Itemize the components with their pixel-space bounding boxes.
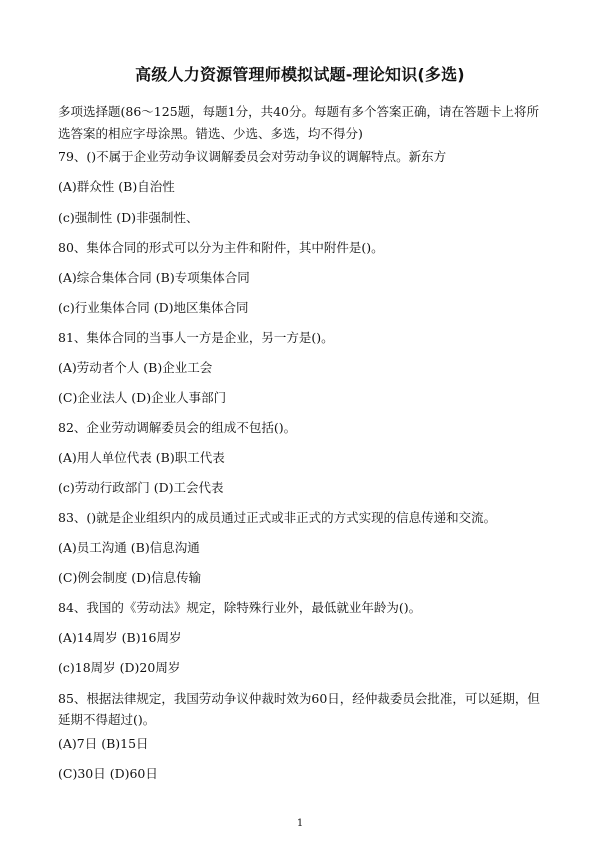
question-options: (A)综合集体合同 (B)专项集体合同 bbox=[58, 270, 250, 285]
question-text: 85、根据法律规定，我国劳动争议仲裁时效为60日，经仲裁委员会批准，可以延期，但延期不得超过()。 bbox=[58, 691, 540, 727]
question-options: (c)18周岁 (D)20周岁 bbox=[58, 660, 181, 675]
question-options: (A)用人单位代表 (B)职工代表 bbox=[58, 450, 225, 465]
document-title: 高级人力资源管理师模拟试题-理论知识(多选) bbox=[135, 65, 465, 84]
question-options: (c)行业集体合同 (D)地区集体合同 bbox=[58, 300, 249, 315]
question-text: 80、集体合同的形式可以分为主件和附件，其中附件是()。 bbox=[58, 240, 384, 255]
question-text: 79、()不属于企业劳动争议调解委员会对劳动争议的调解特点。新东方 bbox=[58, 149, 447, 164]
page-number: 1 bbox=[296, 818, 304, 829]
question-options: (C)企业法人 (D)企业人事部门 bbox=[58, 390, 227, 405]
question-options: (c)劳动行政部门 (D)工会代表 bbox=[58, 480, 224, 495]
question-options: (A)员工沟通 (B)信息沟通 bbox=[58, 540, 200, 555]
question-text: 83、()就是企业组织内的成员通过正式或非正式的方式实现的信息传递和交流。 bbox=[58, 510, 497, 525]
question-options: (A)劳动者个人 (B)企业工会 bbox=[58, 360, 213, 375]
question-options: (C)30日 (D)60日 bbox=[58, 766, 158, 781]
question-options: (A)14周岁 (B)16周岁 bbox=[58, 630, 182, 645]
question-text: 81、集体合同的当事人一方是企业，另一方是()。 bbox=[58, 330, 334, 345]
question-text: 82、企业劳动调解委员会的组成不包括()。 bbox=[58, 420, 297, 435]
question-options: (C)例会制度 (D)信息传输 bbox=[58, 570, 202, 585]
instructions-paragraph: 多项选择题(86～125题，每题1分，共40分。每题有多个答案正确，请在答题卡上将所选答案的相应字母涂黑。错选、少选、多选，均不得分) bbox=[58, 104, 540, 141]
question-options: (A)群众性 (B)自治性 bbox=[58, 179, 175, 194]
question-text: 84、我国的《劳动法》规定，除特殊行业外，最低就业年龄为()。 bbox=[58, 600, 422, 615]
question-options: (A)7日 (B)15日 bbox=[58, 736, 149, 751]
question-options: (c)强制性 (D)非强制性、 bbox=[58, 210, 199, 225]
